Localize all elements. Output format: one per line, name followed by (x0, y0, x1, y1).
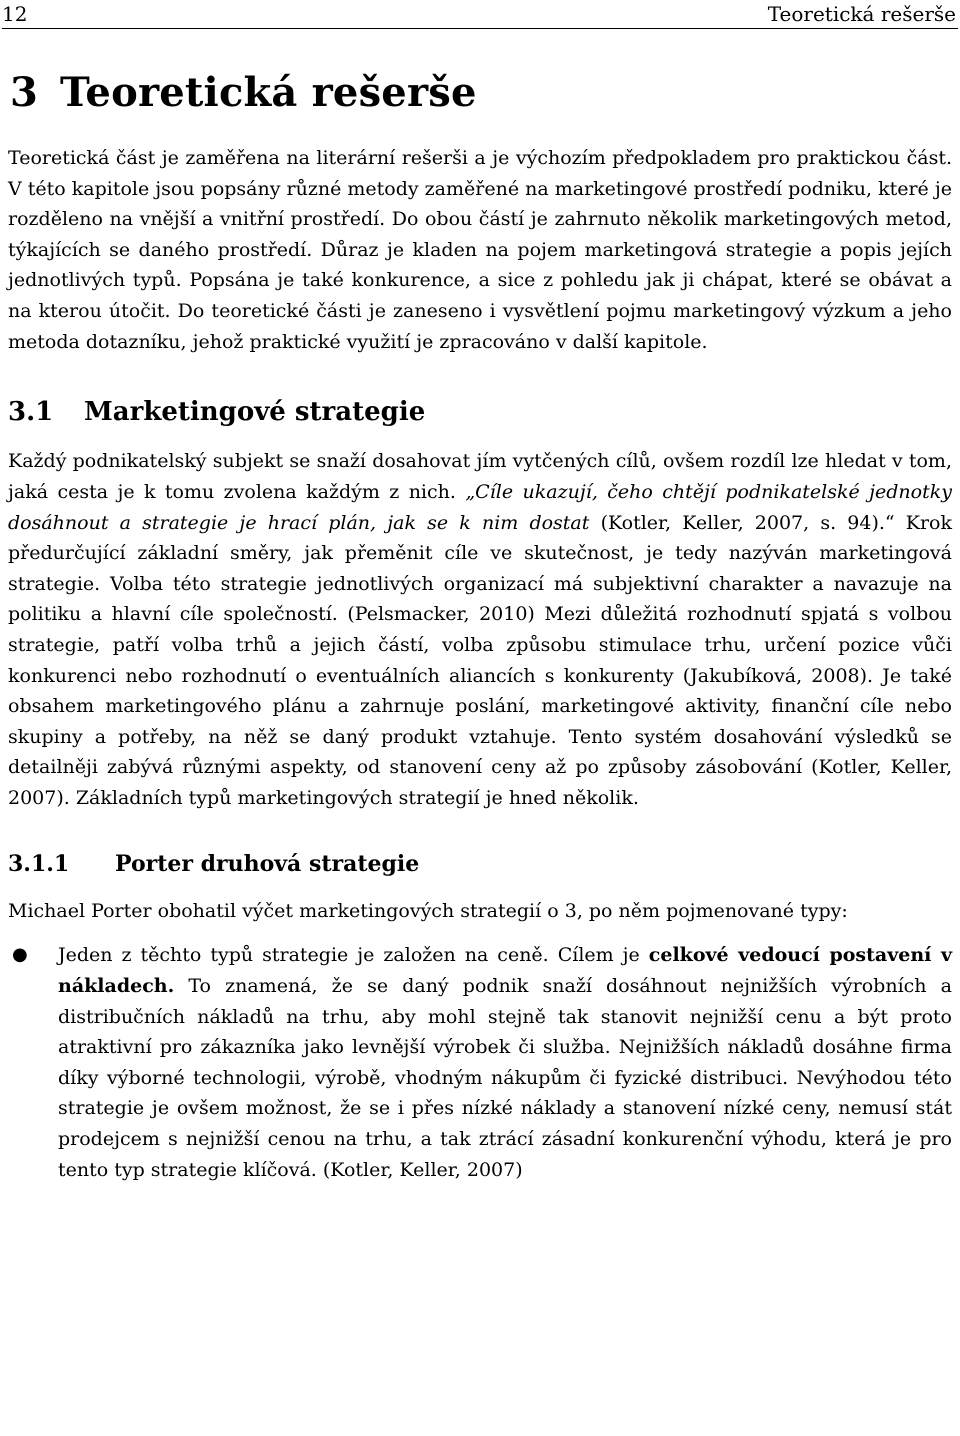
section-heading-3-1 (8, 397, 952, 428)
section-3-1-paragraph (8, 446, 952, 813)
chapter-intro-paragraph: Teoretická část je zaměřena na literární rešerši a je výchozím předpokladem pro praktickou část. V této kapitole jsou popsány různé metody zaměřené na marketingové prostředí podniku, které je rozděleno na vnější a vnitřní prostředí. Do obou částí je zahrnuto několik marketingových metod, týkajících se daného prostředí. Důraz je kladen na pojem marketingová strategie a popis jejích jednotlivých typů. Popsána je také konkurence, a sice z pohledu jak ji chápat, které se obávat a na kterou útočit. Do teoretické části je zaneseno i vysvětlení pojmu marketingový výzkum a jeho metoda dotazníku, jehož praktické využití je zpracováno v další kapitole. (8, 147, 952, 353)
subsection-intro-paragraph: Michael Porter obohatil výčet marketingových strategií o 3, po něm pojmenované typy: (8, 899, 848, 922)
list-item-text-continued: To znamená, že se daný podnik snaží dosáhnout nejnižších výrobních a distribučních nákladů na trhu, aby mohl stejně tak stanovit nejnižší cenu a být proto atraktivní pro zákazníka jako levnější výrobek či služba. Nejnižších nákladů dosáhne firma díky výborné technologii, výrobě, vhodným nákupům či fyzické distribuci. Nevýhodou této strategie je ovšem možnost, že se i přes nízké náklady a stanovení nízké ceny, nemusí stát prodejcem s nejnižší cenou na trhu, a tak ztrácí zásadní konkurenční výhodu, která je pro tento typ strategie klíčová. (Kotler, Keller, 2007) (58, 975, 952, 1181)
list-item (8, 940, 952, 1185)
strategy-list (8, 940, 952, 1185)
section-title: Marketingové strategie (84, 397, 426, 428)
running-header (2, 0, 958, 29)
page-number: 12 (2, 2, 28, 26)
section-number: 3.1 (8, 397, 54, 428)
bullet-icon: ● (12, 944, 28, 966)
chapter-title: Teoretická rešerše (60, 69, 477, 116)
kotler-quote: „Cíle ukazují, čeho chtějí podnikatelské jednotky dosáhnout a strategie je hrací plán, jak se k nim dostat (8, 480, 952, 534)
paragraph-text-continued: Krok předurčující základní směry, jak přeměnit cíle ve skutečnost, je tedy nazýván marketingová strategie. Volba této strategie jednotlivých organizací má subjektivní charakter a navazuje na politiku a hlavní cíle společností. (Pelsmacker, 2010) Mezi důležitá rozhodnutí spjatá s volbou strategie, patří volba trhů a jejich částí, volba způsobu stimulace trhu, určení pozice vůči konkurenci nebo rozhodnutí o eventuálních aliancích s konkurenty (Jakubíková, 2008). Je také obsahem marketingového plánu a zahrnuje poslání, marketingové aktivity, finanční cíle nebo skupiny a potřeby, na něž se daný produkt vztahuje. Tento systém dosahování výsledků se detailněji zabývá různými aspekty, od stanovení ceny až po způsoby zásobování (Kotler, Keller, 2007). Základních typů marketingových strategií je hned několik. (8, 511, 952, 809)
paragraph-text: Každý podnikatelský subjekt se snaží dosahovat jím vytčených cílů, ovšem rozdíl lze hledat v tom, jaká cesta je k tomu zvolena každým z nich. (8, 450, 952, 503)
subsection-number: 3.1.1 (8, 851, 70, 878)
subsection-title: Porter druhová strategie (115, 851, 420, 878)
list-item-bold-text: celkové vedoucí postavení v nákladech. (58, 944, 952, 998)
subsection-heading-3-1-1 (8, 851, 952, 877)
list-item-text: Jeden z těchto typů strategie je založen na ceně. Cílem je (58, 944, 649, 967)
chapter-heading (10, 71, 952, 115)
running-title: Teoretická rešerše (767, 2, 956, 26)
quote-citation: (Kotler, Keller, 2007, s. 94).“ (589, 511, 906, 534)
chapter-number: 3 (10, 69, 39, 116)
